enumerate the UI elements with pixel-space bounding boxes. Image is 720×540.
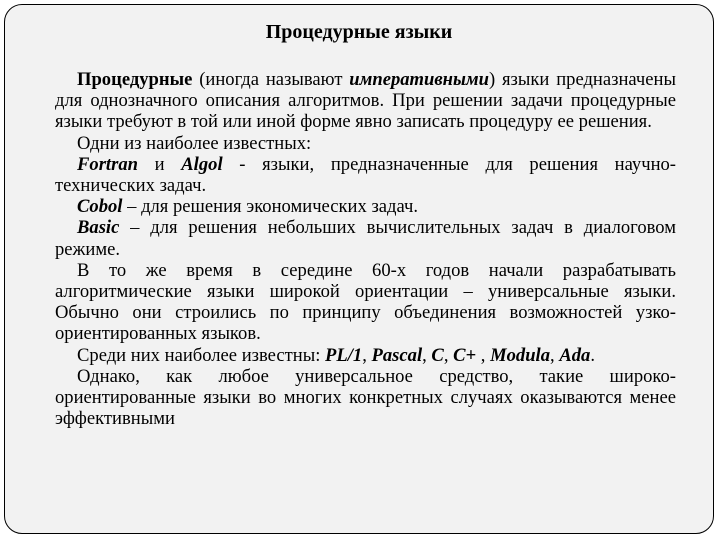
language-cobol: Cobol bbox=[77, 196, 123, 218]
text-fragment: - языки, предназначенные для решения научно-технических задач. bbox=[55, 153, 677, 197]
separator: , bbox=[362, 344, 372, 366]
paragraph-procedural-definition bbox=[55, 69, 676, 133]
slide-body bbox=[55, 69, 676, 429]
separator: , bbox=[476, 344, 491, 366]
language-c-plus: C+ bbox=[453, 344, 477, 366]
separator: . bbox=[590, 344, 595, 366]
text-fragment: Среди них наиболее известны: bbox=[77, 344, 326, 366]
separator: , bbox=[550, 344, 560, 366]
text-fragment: – для решения экономических задач. bbox=[122, 196, 419, 218]
language-pl1: PL/1 bbox=[325, 344, 363, 366]
slide-title: Процедурные языки bbox=[265, 21, 453, 43]
text-fragment: – для решения небольших вычислительных задач в диалоговом режиме. bbox=[55, 217, 676, 260]
language-ada: Ada bbox=[559, 344, 591, 366]
paragraph-efficiency-note: Однако, как любое универсальное средство, такие широко-ориентированные языки во многих конкретных случаях оказываются менее эффективными bbox=[55, 365, 676, 430]
language-basic: Basic bbox=[77, 217, 120, 239]
language-algol: Algol bbox=[181, 153, 223, 175]
text-fragment: ) языки предназначены для однозначного описания алгоритмов. При решении задачи процедурные языки требуют в той или иной форме явно записать процедуру ее решения. bbox=[55, 69, 676, 133]
separator: , bbox=[443, 344, 454, 366]
paragraph-fortran-algol bbox=[55, 154, 676, 196]
text-fragment: и bbox=[137, 153, 182, 175]
language-pascal: Pascal bbox=[371, 344, 423, 366]
paragraph-basic bbox=[55, 217, 676, 259]
term-imperative: императивными bbox=[349, 69, 489, 90]
language-modula: Modula bbox=[490, 344, 551, 366]
slide bbox=[4, 4, 714, 534]
language-c: C bbox=[431, 344, 444, 366]
term-procedural: Процедурные bbox=[77, 69, 193, 90]
paragraph-universal-examples bbox=[55, 345, 676, 366]
paragraph-universal-languages: В то же время в середине 60-х годов начали разрабатывать алгоритмические языки широкой ориентации – универсальные языки. Обычно они строились по принципу объединения возможностей узко-ориентированных языков. bbox=[55, 259, 676, 345]
paragraph-cobol bbox=[55, 196, 676, 217]
separator: , bbox=[422, 344, 432, 366]
paragraph-best-known-intro: Одни из наиболее известных: bbox=[77, 132, 312, 154]
language-fortran: Fortran bbox=[77, 153, 138, 175]
text-fragment: (иногда называют bbox=[192, 69, 350, 90]
